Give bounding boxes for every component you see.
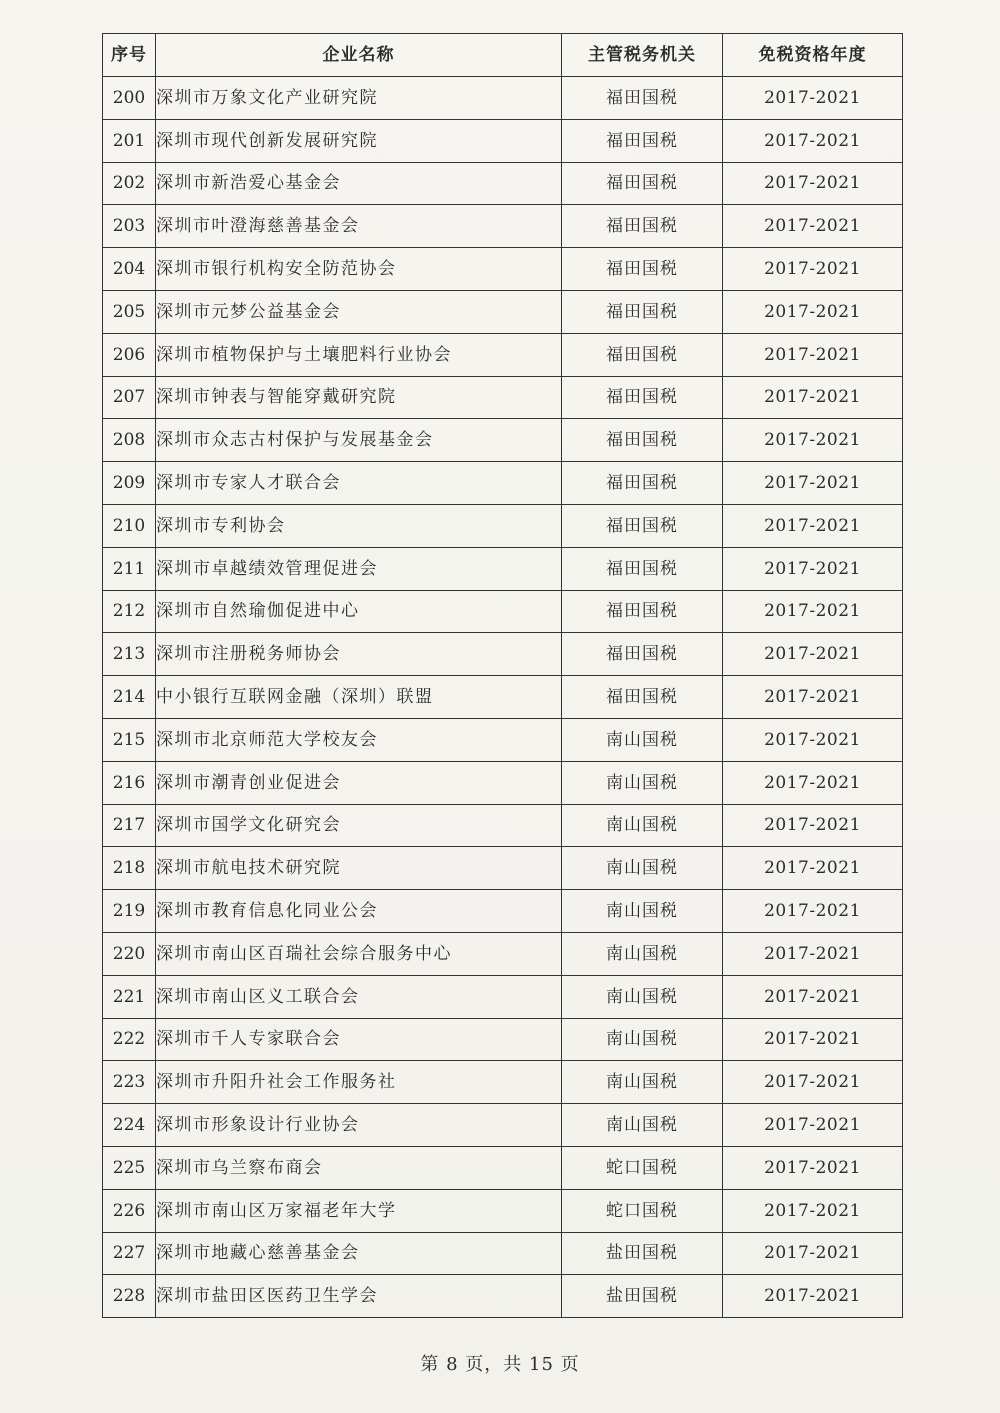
row-number: 201 <box>103 119 156 162</box>
organization-name: 深圳市航电技术研究院 <box>156 847 562 890</box>
table-row <box>103 504 903 547</box>
row-number: 208 <box>103 419 156 462</box>
tax-office: 福田国税 <box>562 77 723 120</box>
table-row <box>103 1018 903 1061</box>
tax-office: 蛇口国税 <box>562 1146 723 1189</box>
organization-name: 深圳市卓越绩效管理促进会 <box>156 547 562 590</box>
table-row <box>103 333 903 376</box>
table-row <box>103 248 903 291</box>
header-office: 主管税务机关 <box>562 34 723 77</box>
tax-office: 福田国税 <box>562 333 723 376</box>
tax-office: 福田国税 <box>562 504 723 547</box>
tax-office: 福田国税 <box>562 633 723 676</box>
tax-office: 南山国税 <box>562 804 723 847</box>
tax-exempt-organization-table <box>102 33 903 1318</box>
tax-office: 南山国税 <box>562 890 723 933</box>
tax-office: 南山国税 <box>562 847 723 890</box>
tax-office: 盐田国税 <box>562 1232 723 1275</box>
tax-office: 福田国税 <box>562 376 723 419</box>
tax-office: 南山国税 <box>562 718 723 761</box>
exemption-years: 2017-2021 <box>723 1232 903 1275</box>
table-row <box>103 1232 903 1275</box>
exemption-years: 2017-2021 <box>723 547 903 590</box>
table-row <box>103 890 903 933</box>
row-number: 213 <box>103 633 156 676</box>
row-number: 206 <box>103 333 156 376</box>
tax-office: 福田国税 <box>562 547 723 590</box>
row-number: 210 <box>103 504 156 547</box>
exemption-years: 2017-2021 <box>723 975 903 1018</box>
tax-office: 南山国税 <box>562 1104 723 1147</box>
tax-office: 盐田国税 <box>562 1275 723 1318</box>
row-number: 219 <box>103 890 156 933</box>
header-year: 免税资格年度 <box>723 34 903 77</box>
exemption-years: 2017-2021 <box>723 761 903 804</box>
tax-office: 南山国税 <box>562 1018 723 1061</box>
table-row <box>103 975 903 1018</box>
organization-name: 深圳市众志古村保护与发展基金会 <box>156 419 562 462</box>
exemption-years: 2017-2021 <box>723 119 903 162</box>
exemption-years: 2017-2021 <box>723 376 903 419</box>
organization-name: 深圳市南山区义工联合会 <box>156 975 562 1018</box>
table-row <box>103 633 903 676</box>
table-row <box>103 590 903 633</box>
table-body <box>103 77 903 1318</box>
exemption-years: 2017-2021 <box>723 1104 903 1147</box>
row-number: 207 <box>103 376 156 419</box>
exemption-years: 2017-2021 <box>723 504 903 547</box>
organization-name: 深圳市注册税务师协会 <box>156 633 562 676</box>
row-number: 212 <box>103 590 156 633</box>
organization-name: 深圳市北京师范大学校友会 <box>156 718 562 761</box>
tax-office: 南山国税 <box>562 975 723 1018</box>
exemption-years: 2017-2021 <box>723 333 903 376</box>
table-row <box>103 676 903 719</box>
table-row <box>103 77 903 120</box>
exemption-years: 2017-2021 <box>723 77 903 120</box>
row-number: 227 <box>103 1232 156 1275</box>
row-number: 225 <box>103 1146 156 1189</box>
organization-name: 深圳市升阳升社会工作服务社 <box>156 1061 562 1104</box>
tax-office: 蛇口国税 <box>562 1189 723 1232</box>
exemption-years: 2017-2021 <box>723 932 903 975</box>
organization-name: 深圳市盐田区医药卫生学会 <box>156 1275 562 1318</box>
table-header-row <box>103 34 903 77</box>
organization-name: 中小银行互联网金融（深圳）联盟 <box>156 676 562 719</box>
tax-office: 南山国税 <box>562 1061 723 1104</box>
row-number: 202 <box>103 162 156 205</box>
header-no: 序号 <box>103 34 156 77</box>
organization-name: 深圳市乌兰察布商会 <box>156 1146 562 1189</box>
exemption-years: 2017-2021 <box>723 162 903 205</box>
exemption-years: 2017-2021 <box>723 1061 903 1104</box>
organization-name: 深圳市国学文化研究会 <box>156 804 562 847</box>
table-row <box>103 205 903 248</box>
tax-office: 福田国税 <box>562 676 723 719</box>
organization-name: 深圳市形象设计行业协会 <box>156 1104 562 1147</box>
row-number: 224 <box>103 1104 156 1147</box>
organization-name: 深圳市潮青创业促进会 <box>156 761 562 804</box>
exemption-years: 2017-2021 <box>723 890 903 933</box>
table-row <box>103 1061 903 1104</box>
exemption-years: 2017-2021 <box>723 1146 903 1189</box>
table-row <box>103 1146 903 1189</box>
tax-office: 福田国税 <box>562 590 723 633</box>
organization-name: 深圳市南山区万家福老年大学 <box>156 1189 562 1232</box>
table-row <box>103 119 903 162</box>
table-row <box>103 847 903 890</box>
table-row <box>103 1104 903 1147</box>
organization-name: 深圳市南山区百瑞社会综合服务中心 <box>156 932 562 975</box>
row-number: 216 <box>103 761 156 804</box>
table-row <box>103 1189 903 1232</box>
exemption-years: 2017-2021 <box>723 1018 903 1061</box>
tax-office: 南山国税 <box>562 932 723 975</box>
row-number: 209 <box>103 462 156 505</box>
table-row <box>103 547 903 590</box>
organization-name: 深圳市银行机构安全防范协会 <box>156 248 562 291</box>
row-number: 221 <box>103 975 156 1018</box>
organization-name: 深圳市千人专家联合会 <box>156 1018 562 1061</box>
organization-name: 深圳市专利协会 <box>156 504 562 547</box>
organization-name: 深圳市万象文化产业研究院 <box>156 77 562 120</box>
tax-office: 福田国税 <box>562 290 723 333</box>
row-number: 214 <box>103 676 156 719</box>
tax-office: 福田国税 <box>562 205 723 248</box>
table-row <box>103 804 903 847</box>
exemption-years: 2017-2021 <box>723 633 903 676</box>
table-row <box>103 162 903 205</box>
row-number: 200 <box>103 77 156 120</box>
row-number: 217 <box>103 804 156 847</box>
organization-name: 深圳市叶澄海慈善基金会 <box>156 205 562 248</box>
table-row <box>103 932 903 975</box>
row-number: 222 <box>103 1018 156 1061</box>
row-number: 203 <box>103 205 156 248</box>
table-row <box>103 718 903 761</box>
row-number: 211 <box>103 547 156 590</box>
table-row <box>103 290 903 333</box>
exemption-years: 2017-2021 <box>723 718 903 761</box>
row-number: 204 <box>103 248 156 291</box>
organization-name: 深圳市专家人才联合会 <box>156 462 562 505</box>
tax-office: 福田国税 <box>562 162 723 205</box>
table-row <box>103 1275 903 1318</box>
organization-name: 深圳市自然瑜伽促进中心 <box>156 590 562 633</box>
organization-name: 深圳市植物保护与土壤肥料行业协会 <box>156 333 562 376</box>
exemption-years: 2017-2021 <box>723 248 903 291</box>
tax-office: 福田国税 <box>562 248 723 291</box>
exemption-years: 2017-2021 <box>723 462 903 505</box>
exemption-years: 2017-2021 <box>723 590 903 633</box>
table-row <box>103 761 903 804</box>
exemption-years: 2017-2021 <box>723 205 903 248</box>
row-number: 220 <box>103 932 156 975</box>
row-number: 223 <box>103 1061 156 1104</box>
exemption-years: 2017-2021 <box>723 419 903 462</box>
organization-name: 深圳市教育信息化同业公会 <box>156 890 562 933</box>
exemption-years: 2017-2021 <box>723 804 903 847</box>
header-name: 企业名称 <box>156 34 562 77</box>
exemption-years: 2017-2021 <box>723 1275 903 1318</box>
exemption-years: 2017-2021 <box>723 676 903 719</box>
organization-name: 深圳市现代创新发展研究院 <box>156 119 562 162</box>
table-row <box>103 419 903 462</box>
organization-name: 深圳市钟表与智能穿戴研究院 <box>156 376 562 419</box>
table-row <box>103 376 903 419</box>
organization-name: 深圳市地藏心慈善基金会 <box>156 1232 562 1275</box>
row-number: 205 <box>103 290 156 333</box>
tax-office: 福田国税 <box>562 419 723 462</box>
row-number: 226 <box>103 1189 156 1232</box>
organization-name: 深圳市新浩爱心基金会 <box>156 162 562 205</box>
tax-office: 福田国税 <box>562 462 723 505</box>
row-number: 215 <box>103 718 156 761</box>
tax-office: 南山国税 <box>562 761 723 804</box>
organization-name: 深圳市元梦公益基金会 <box>156 290 562 333</box>
page-number: 第 8 页，共 15 页 <box>420 1354 580 1375</box>
exemption-years: 2017-2021 <box>723 847 903 890</box>
row-number: 228 <box>103 1275 156 1318</box>
tax-office: 福田国税 <box>562 119 723 162</box>
row-number: 218 <box>103 847 156 890</box>
exemption-years: 2017-2021 <box>723 290 903 333</box>
table-row <box>103 462 903 505</box>
exemption-years: 2017-2021 <box>723 1189 903 1232</box>
